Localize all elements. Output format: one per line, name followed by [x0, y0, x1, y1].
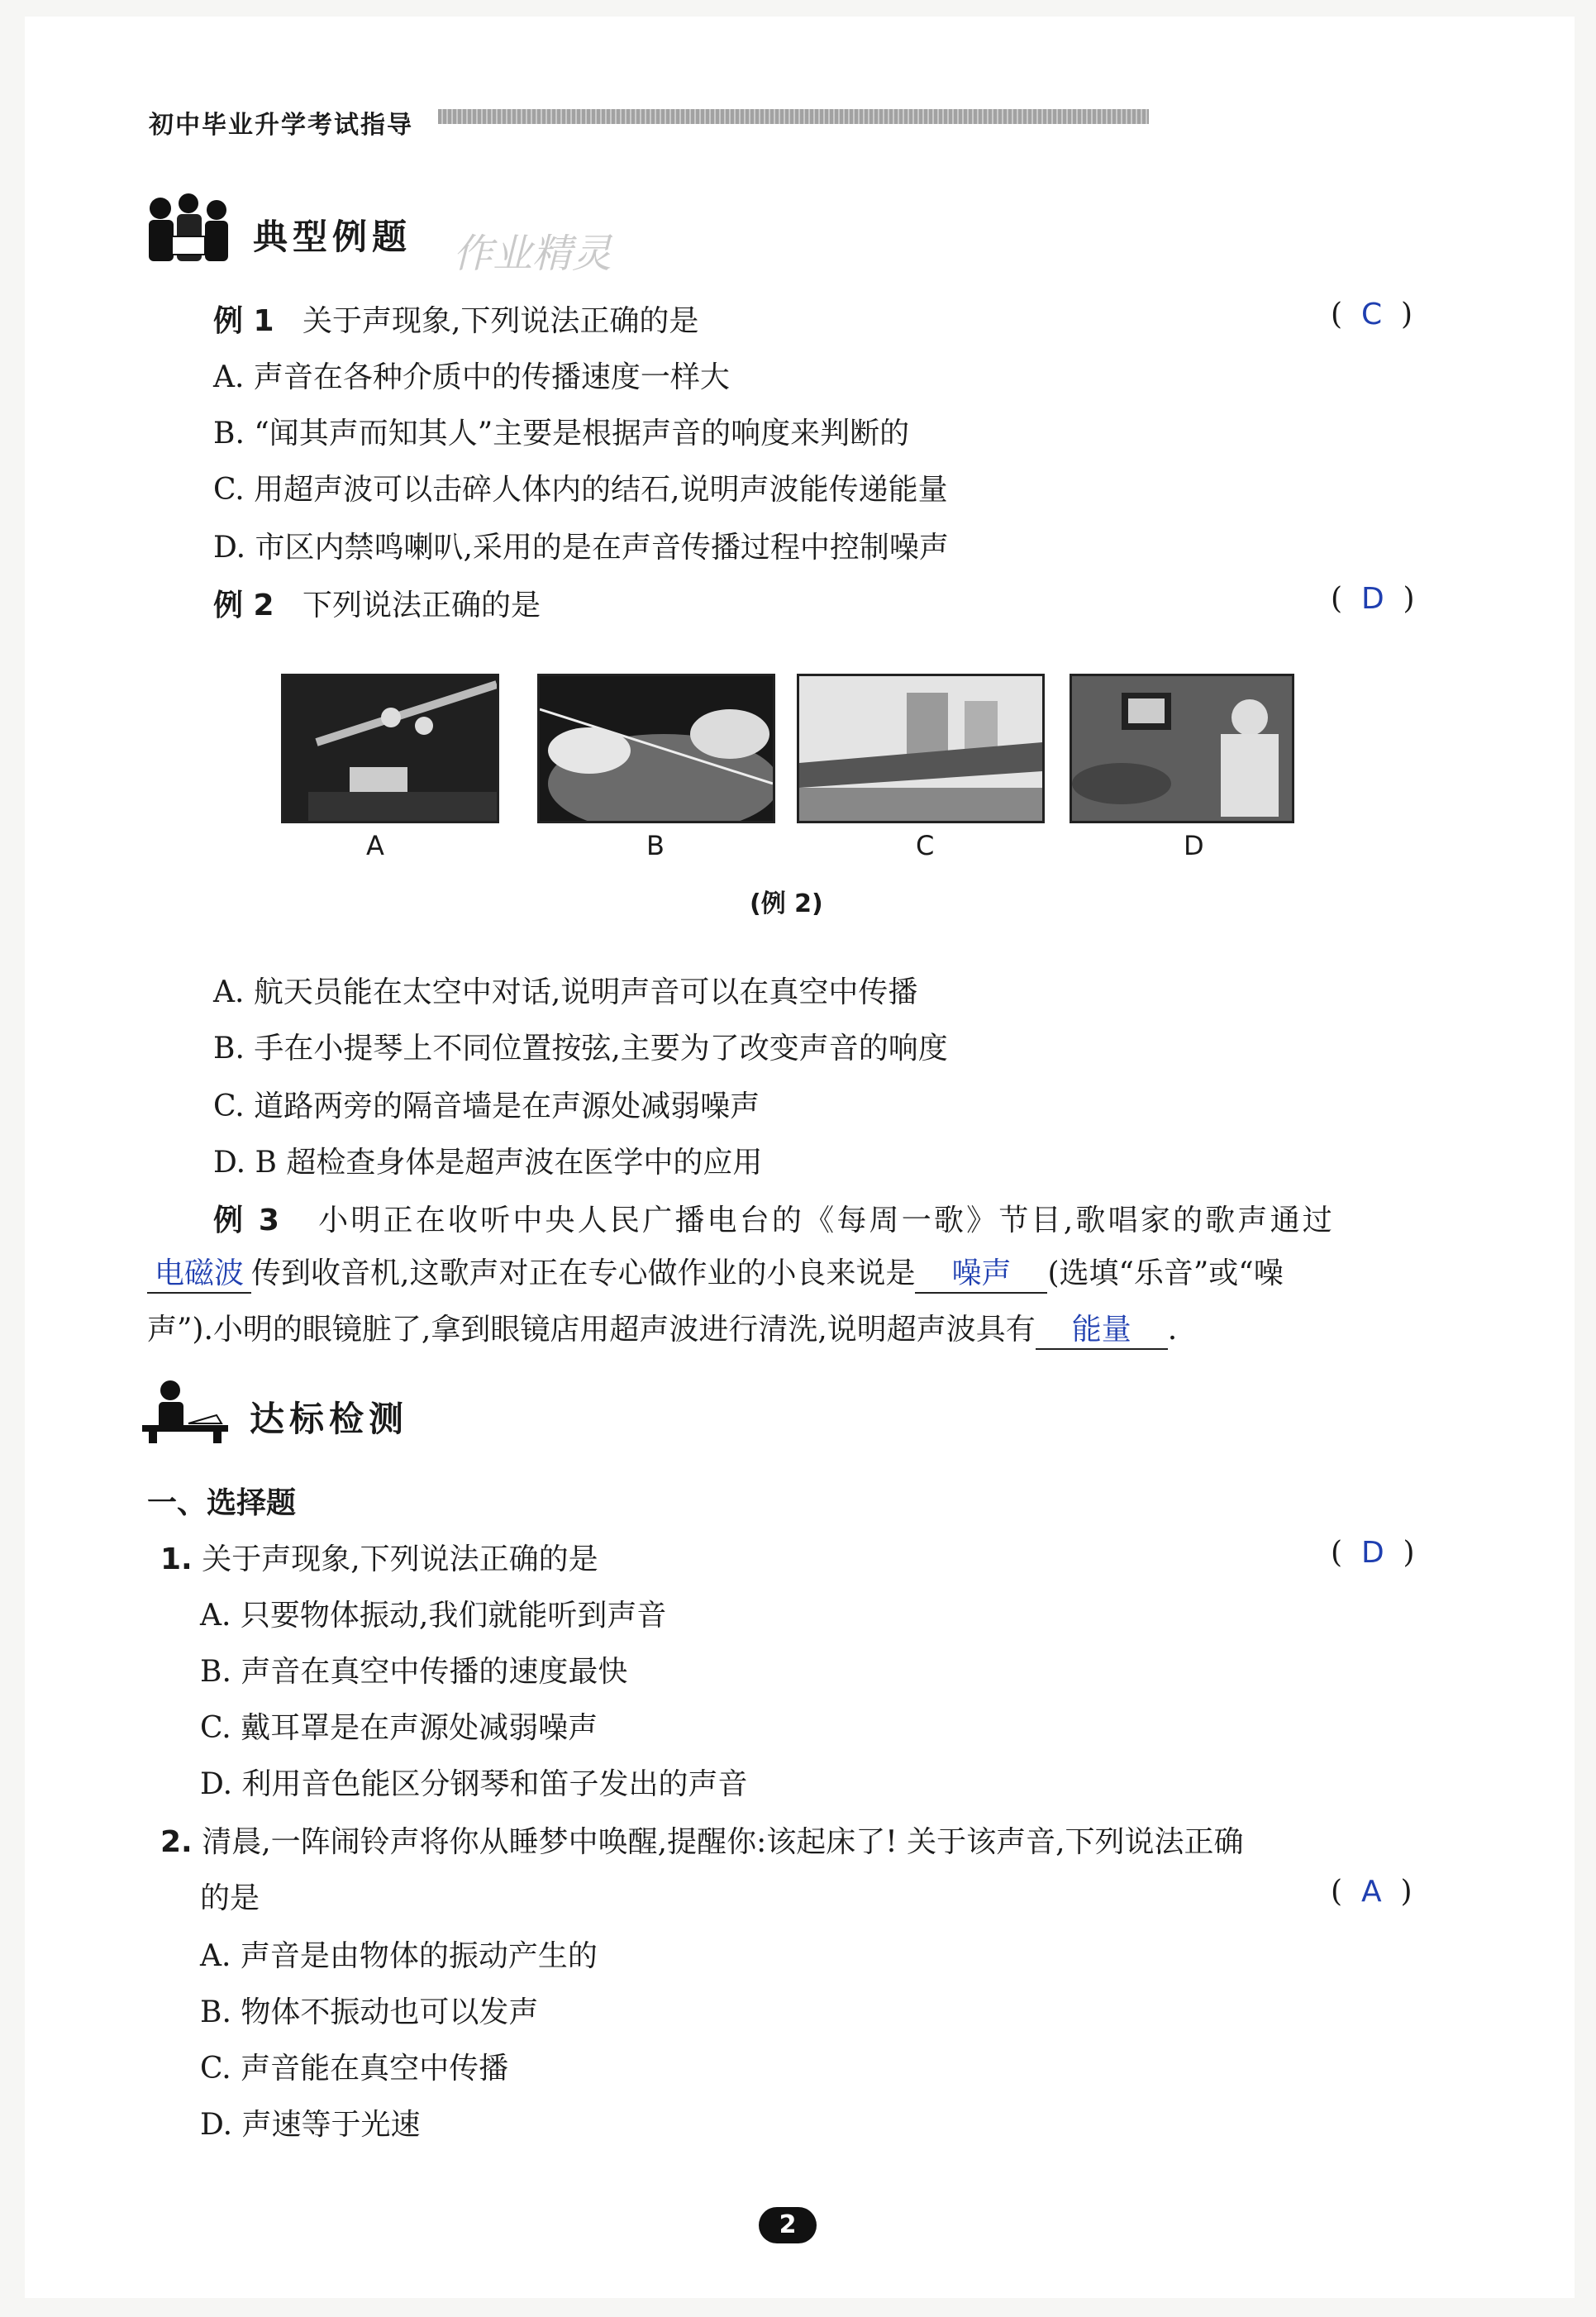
example-3-text-5: .	[1167, 1313, 1178, 1347]
example-1-answer-value: C	[1360, 298, 1383, 331]
example-1-label: 例 1	[213, 304, 274, 338]
question-1-answer-value: D	[1360, 1536, 1384, 1570]
question-2-option-a: A. 声音是由物体的振动产生的	[200, 1939, 598, 1973]
example-2-option-c: C. 道路两旁的隔音墙是在声源处减弱噪声	[213, 1089, 760, 1123]
example-1-option-c: C. 用超声波可以击碎人体内的结石,说明声波能传递能量	[213, 473, 948, 507]
example-3-line-1	[213, 1197, 1335, 1239]
question-2-answer-value: A	[1360, 1875, 1382, 1909]
question-1-answer: ( D )	[1331, 1536, 1415, 1570]
question-1-text: 关于声现象,下列说法正确的是	[202, 1542, 598, 1576]
example-3-text-2: 传到收音机,这歌声对正在专心做作业的小良来说是	[251, 1256, 916, 1290]
photo-label-d: D	[1184, 830, 1204, 861]
photo-label-a: A	[366, 830, 384, 861]
question-1-option-d: D. 利用音色能区分钢琴和笛子发出的声音	[200, 1767, 748, 1801]
example-2-option-b: B. 手在小提琴上不同位置按弦,主要为了改变声音的响度	[213, 1032, 948, 1066]
header-title: 初中毕业升学考试指导	[149, 111, 413, 140]
example-1-text: 关于声现象,下列说法正确的是	[302, 304, 699, 338]
question-1-number: 1.	[160, 1542, 193, 1576]
example-3-label: 例 3	[213, 1204, 283, 1237]
photo-astronauts	[281, 674, 499, 823]
question-2-option-c: C. 声音能在真空中传播	[200, 2052, 509, 2086]
example-3-line-2	[147, 1250, 1284, 1294]
example-3-line-3	[147, 1306, 1177, 1350]
section-title-examples: 典型例题	[253, 217, 412, 257]
question-1-stem	[160, 1536, 598, 1578]
example-2-answer: ( D )	[1331, 582, 1415, 616]
example-3-text-3: (选填“乐音”或“噪	[1047, 1256, 1284, 1290]
question-2-stem-line-2: 的是	[200, 1881, 260, 1915]
example-1-option-a: A. 声音在各种介质中的传播速度一样大	[213, 360, 730, 394]
question-2-option-d: D. 声速等于光速	[200, 2108, 421, 2142]
example-3-blank-1: 电磁波	[147, 1250, 251, 1294]
question-1-option-a: A. 只要物体振动,我们就能听到声音	[200, 1599, 667, 1633]
students-group-icon	[142, 192, 233, 268]
question-2-option-b: B. 物体不振动也可以发声	[200, 1995, 539, 2029]
question-2-stem-line-1	[160, 1819, 1244, 1861]
watermark: 作业精灵	[453, 231, 612, 277]
question-1-option-b: B. 声音在真空中传播的速度最快	[200, 1655, 628, 1689]
question-1-option-c: C. 戴耳罩是在声源处减弱噪声	[200, 1711, 598, 1745]
example-2-option-a: A. 航天员能在太空中对话,说明声音可以在真空中传播	[213, 975, 918, 1009]
example-3-text-4: 声”).小明的眼镜脏了,拿到眼镜店用超声波进行清洗,说明超声波具有	[147, 1313, 1036, 1347]
question-2-text-1: 清晨,一阵闹铃声将你从睡梦中唤醒,提醒你:该起床了! 关于该声音,下列说法正确	[202, 1825, 1244, 1859]
header-divider	[438, 109, 1149, 124]
question-2-answer: ( A )	[1331, 1875, 1413, 1909]
example-2-answer-value: D	[1360, 582, 1384, 616]
example-2-label: 例 2	[213, 589, 274, 622]
example-1-stem	[213, 298, 698, 340]
example-2-stem	[213, 582, 541, 624]
subsection-title: 一、选择题	[147, 1486, 297, 1520]
example-3-text-1: 小明正在收听中央人民广播电台的《每周一歌》节目,歌唱家的歌声通过	[318, 1204, 1335, 1237]
photo-violin	[537, 674, 775, 823]
example-2-text: 下列说法正确的是	[302, 589, 541, 622]
question-2-number: 2.	[160, 1825, 193, 1859]
example-2-option-d: D. B 超检查身体是超声波在医学中的应用	[213, 1146, 763, 1180]
example-3-blank-2: 噪声	[915, 1250, 1047, 1294]
photo-label-b: B	[646, 830, 665, 861]
example-1-option-b: B. “闻其声而知其人”主要是根据声音的响度来判断的	[213, 417, 910, 451]
student-at-desk-icon	[142, 1379, 228, 1443]
page-number: 2	[759, 2207, 817, 2243]
section-title-tests: 达标检测	[250, 1399, 409, 1439]
figure-caption: (例 2)	[750, 889, 823, 918]
example-3-blank-3: 能量	[1036, 1306, 1168, 1350]
photo-label-c: C	[916, 830, 935, 861]
photo-b-ultrasound	[1070, 674, 1294, 823]
example-1-answer: ( C )	[1331, 298, 1413, 331]
photo-sound-barrier	[797, 674, 1045, 823]
example-1-option-d: D. 市区内禁鸣喇叭,采用的是在声音传播过程中控制噪声	[213, 531, 949, 565]
